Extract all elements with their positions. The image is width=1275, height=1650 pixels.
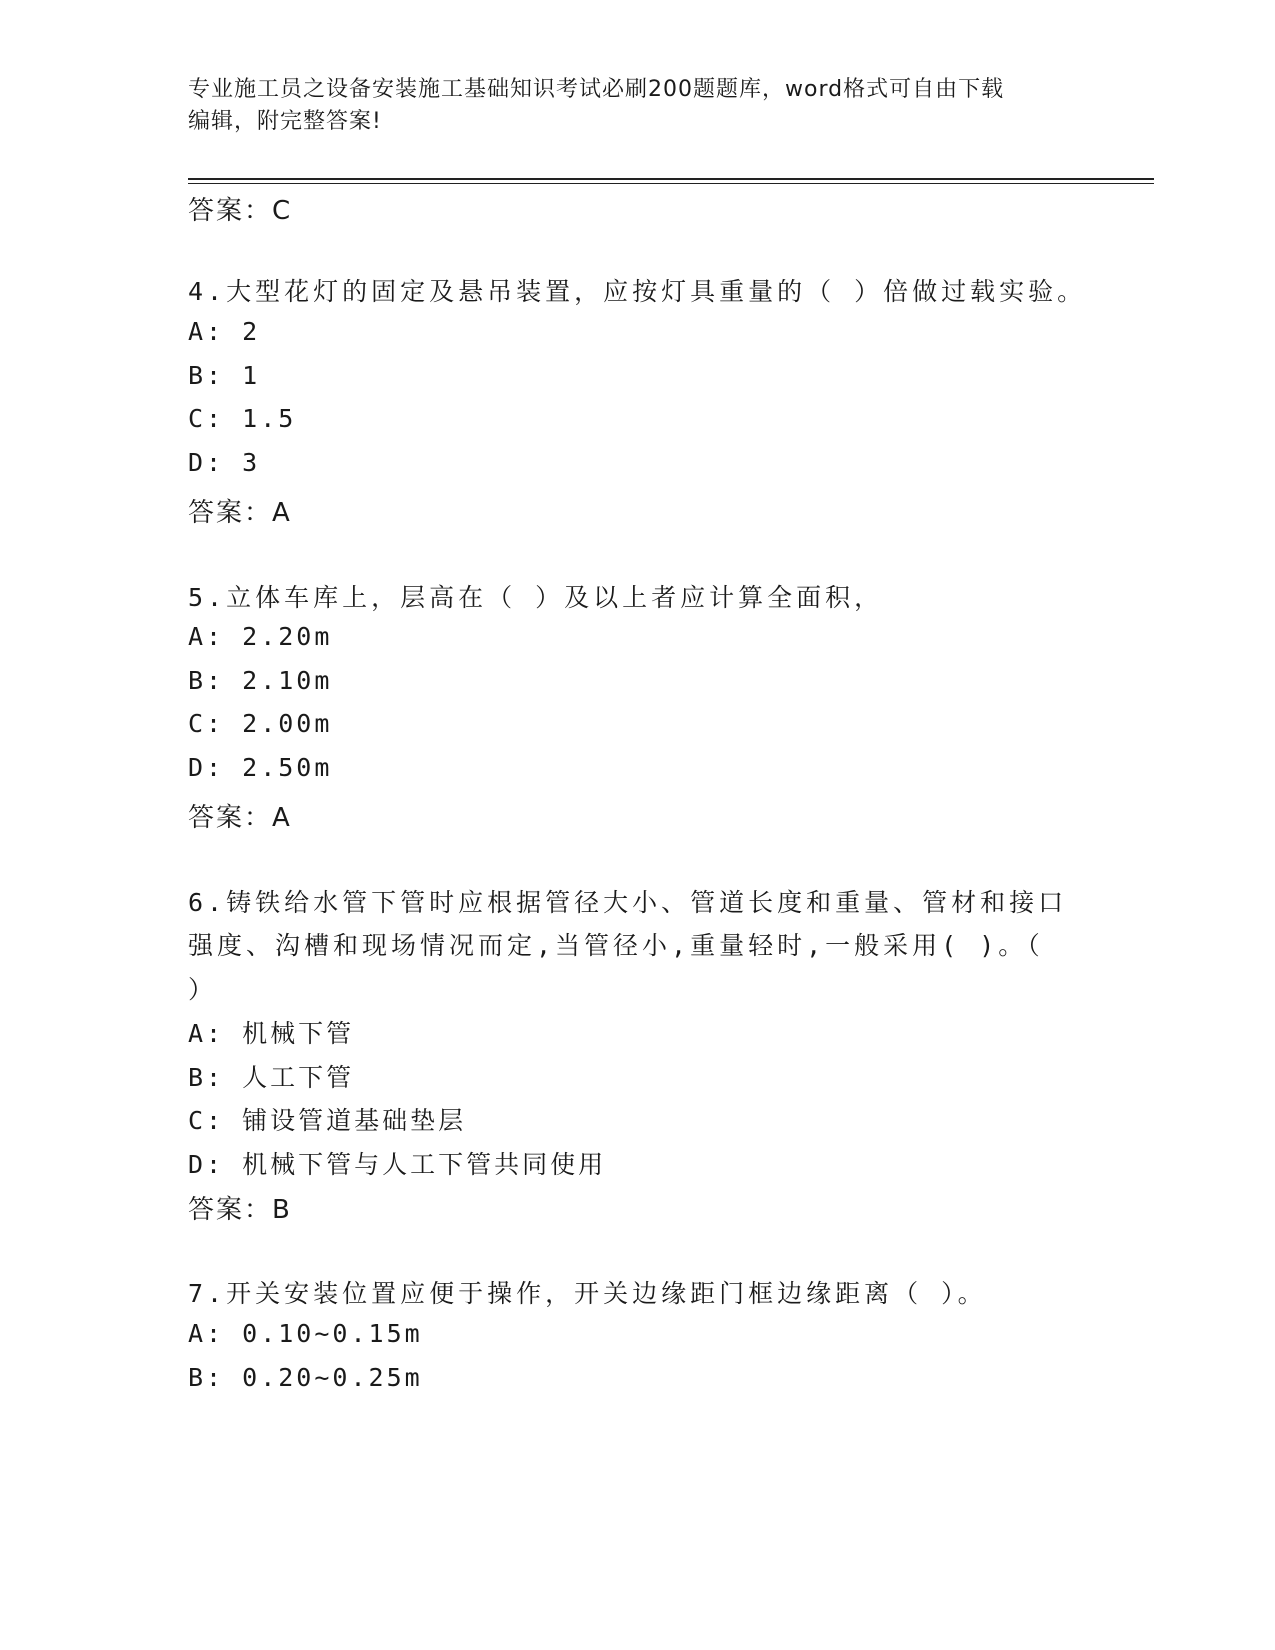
question-text-continued: 强度、沟槽和现场情况而定,当管径小,重量轻时,一般采用( )。（ — [188, 931, 1044, 960]
answer-label: 答案：A — [188, 498, 292, 528]
option-a: A: 0.10~0.15m — [188, 1319, 423, 1348]
header-divider-thin — [188, 183, 1154, 184]
option-b: B: 人工下管 — [188, 1063, 355, 1092]
option-d: D: 3 — [188, 448, 261, 477]
option-b: B: 2.10m — [188, 666, 333, 695]
option-c: C: 2.00m — [188, 709, 333, 738]
option-d: D: 2.50m — [188, 753, 333, 782]
option-c: C: 1.5 — [188, 404, 297, 433]
question-text-continued: ） — [188, 975, 218, 1004]
question-text: 7.开关安装位置应便于操作，开关边缘距门框边缘距离（ ）。 — [188, 1279, 987, 1308]
document-header — [188, 74, 1068, 138]
header-line-2: 编辑，附完整答案! — [188, 109, 382, 134]
option-a: A: 2.20m — [188, 622, 333, 651]
option-a: A: 2 — [188, 317, 261, 346]
question-text: 6.铸铁给水管下管时应根据管径大小、管道长度和重量、管材和接口 — [188, 888, 1068, 917]
answer-label: 答案：B — [188, 1195, 292, 1225]
option-a: A: 机械下管 — [188, 1019, 355, 1048]
question-text: 4.大型花灯的固定及悬吊装置，应按灯具重量的（ ）倍做过载实验。 — [188, 277, 1087, 306]
header-line-1: 专业施工员之设备安装施工基础知识考试必刷200题题库，word格式可自由下载 — [188, 77, 1005, 102]
question-text: 5.立体车库上，层高在（ ）及以上者应计算全面积， — [188, 583, 884, 612]
answer-label: 答案：C — [188, 196, 293, 226]
option-b: B: 1 — [188, 361, 261, 390]
option-b: B: 0.20~0.25m — [188, 1363, 423, 1392]
option-d: D: 机械下管与人工下管共同使用 — [188, 1150, 607, 1179]
answer-label: 答案：A — [188, 803, 292, 833]
header-divider — [188, 178, 1154, 180]
option-c: C: 铺设管道基础垫层 — [188, 1106, 467, 1135]
